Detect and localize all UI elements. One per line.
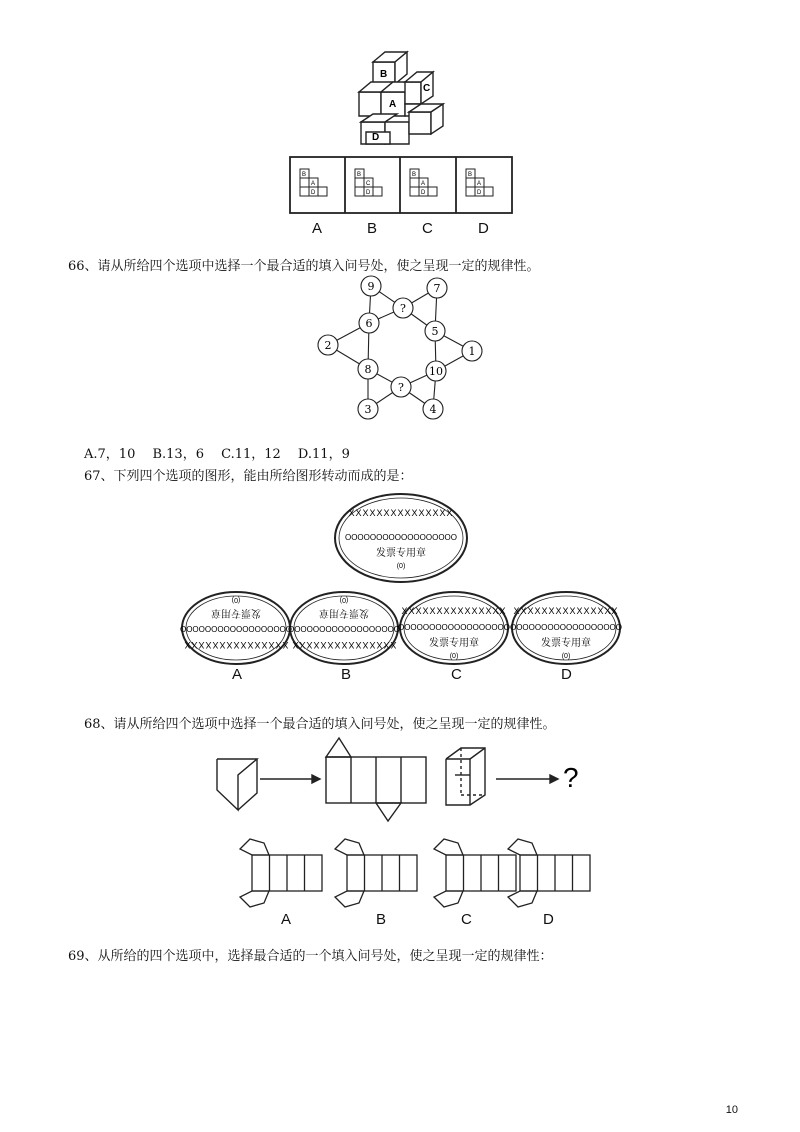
q65-option-a[interactable]: A bbox=[312, 220, 323, 237]
q67-text: 67、下列四个选项的图形，能由所给图形转动而成的是： bbox=[84, 469, 413, 484]
stamp-text: 发票专用章 bbox=[211, 607, 261, 618]
stamp-original bbox=[335, 494, 467, 582]
net-label: A bbox=[311, 181, 316, 187]
q68-option-b[interactable]: B bbox=[376, 911, 387, 928]
q68-figure bbox=[0, 735, 800, 925]
graph-node-label: ? bbox=[400, 302, 406, 315]
graph-node-label: 2 bbox=[324, 339, 332, 352]
q65-option-b[interactable]: B bbox=[367, 220, 378, 237]
net-option-1 bbox=[300, 169, 327, 196]
stamp-number: (0) bbox=[231, 596, 241, 603]
net-label: B bbox=[357, 172, 362, 178]
cube-label-a: A bbox=[389, 99, 397, 110]
q67-option-a[interactable]: A bbox=[232, 666, 243, 683]
stamp-number: (0) bbox=[396, 563, 406, 570]
q68-option-d[interactable]: D bbox=[543, 911, 554, 928]
graph-node-label: 7 bbox=[433, 282, 441, 295]
graph-node-label: 4 bbox=[429, 403, 437, 416]
stamp-option-4 bbox=[510, 592, 622, 664]
q67-stamps bbox=[0, 490, 800, 690]
stamp-x-row: XXXXXXXXXXXXXXX bbox=[183, 640, 289, 650]
stamp-x-row: XXXXXXXXXXXXXXX bbox=[291, 640, 397, 650]
net-option-2 bbox=[355, 169, 382, 196]
stamp-option-1 bbox=[180, 592, 292, 664]
q65-option-d[interactable]: D bbox=[478, 220, 489, 237]
stamp-option-2 bbox=[288, 592, 400, 664]
q66-text: 66、请从所给四个选项中选择一个最合适的填入问号处，使之呈现一定的规律性。 bbox=[68, 259, 540, 274]
graph-node-label: 8 bbox=[364, 363, 372, 376]
cube-stack-figure bbox=[0, 0, 800, 160]
q67-option-c[interactable]: C bbox=[451, 666, 462, 683]
net-option-3 bbox=[410, 169, 437, 196]
q68-text: 68、请从所给四个选项中选择一个最合适的填入问号处，使之呈现一定的规律性。 bbox=[84, 717, 556, 732]
net-label: D bbox=[366, 190, 371, 196]
q67-option-b[interactable]: B bbox=[341, 666, 352, 683]
stamp-text: 发票专用章 bbox=[319, 607, 369, 618]
net-label: A bbox=[421, 181, 426, 187]
stamp-o-row: OOOOOOOOOOOOOOOOOO bbox=[397, 623, 511, 632]
stamp-number: (0) bbox=[339, 596, 349, 603]
stamp-x-row: XXXXXXXXXXXXXXX bbox=[348, 508, 454, 518]
stamp-text: 发票专用章 bbox=[429, 638, 479, 649]
stamp-text: 发票专用章 bbox=[541, 638, 591, 649]
q68-option-net-2 bbox=[335, 839, 417, 907]
page-number: 10 bbox=[725, 1104, 738, 1116]
q68-question-mark: ? bbox=[563, 762, 579, 793]
q65-option-c[interactable]: C bbox=[422, 220, 433, 237]
stamp-option-3 bbox=[398, 592, 510, 664]
net-label: B bbox=[468, 172, 473, 178]
graph-node-label: 5 bbox=[431, 325, 439, 338]
net-label: D bbox=[311, 190, 316, 196]
graph-node-label: 10 bbox=[429, 365, 443, 378]
q66-star-graph bbox=[0, 275, 800, 425]
stamp-o-row: OOOOOOOOOOOOOOOOOO bbox=[509, 623, 623, 632]
q68-option-net-3 bbox=[434, 839, 516, 907]
net-option-4 bbox=[466, 169, 493, 196]
net-label: D bbox=[421, 190, 426, 196]
q68-option-c[interactable]: C bbox=[461, 911, 472, 928]
graph-node-label: 3 bbox=[364, 403, 372, 416]
cube-label-d: D bbox=[372, 132, 380, 143]
cube-label-b: B bbox=[380, 69, 388, 80]
net-label: B bbox=[302, 172, 307, 178]
stamp-number: (0) bbox=[449, 653, 459, 660]
graph-node-label: ? bbox=[398, 381, 404, 394]
stamp-number: (0) bbox=[561, 653, 571, 660]
q68-option-net-4 bbox=[508, 839, 590, 907]
q69-text: 69、从所给的四个选项中，选择最合适的一个填入问号处，使之呈现一定的规律性： bbox=[68, 949, 553, 964]
q68-option-a[interactable]: A bbox=[281, 911, 292, 928]
q67-option-d[interactable]: D bbox=[561, 666, 572, 683]
net-label: B bbox=[412, 172, 417, 178]
stamp-x-row: XXXXXXXXXXXXXXX bbox=[513, 606, 619, 616]
graph-node-label: 1 bbox=[468, 345, 476, 358]
stamp-o-row: OOOOOOOOOOOOOOOOOO bbox=[344, 533, 458, 542]
stamp-text: 发票专用章 bbox=[376, 548, 426, 559]
q66-choices: A.7，10 B.13，6 C.11，12 D.11，9 bbox=[84, 447, 350, 462]
q68-option-net-1 bbox=[240, 839, 322, 907]
graph-node-label: 6 bbox=[365, 317, 373, 330]
net-label: A bbox=[477, 181, 482, 187]
net-label: D bbox=[477, 190, 482, 196]
q65-options-box bbox=[0, 155, 800, 215]
stamp-x-row: XXXXXXXXXXXXXXX bbox=[401, 606, 507, 616]
cube-label-c: C bbox=[423, 83, 431, 94]
net-label: C bbox=[366, 181, 371, 187]
graph-node-label: 9 bbox=[367, 280, 375, 293]
stamp-o-row: OOOOOOOOOOOOOOOOOO bbox=[179, 624, 293, 633]
stamp-o-row: OOOOOOOOOOOOOOOOOO bbox=[287, 624, 401, 633]
